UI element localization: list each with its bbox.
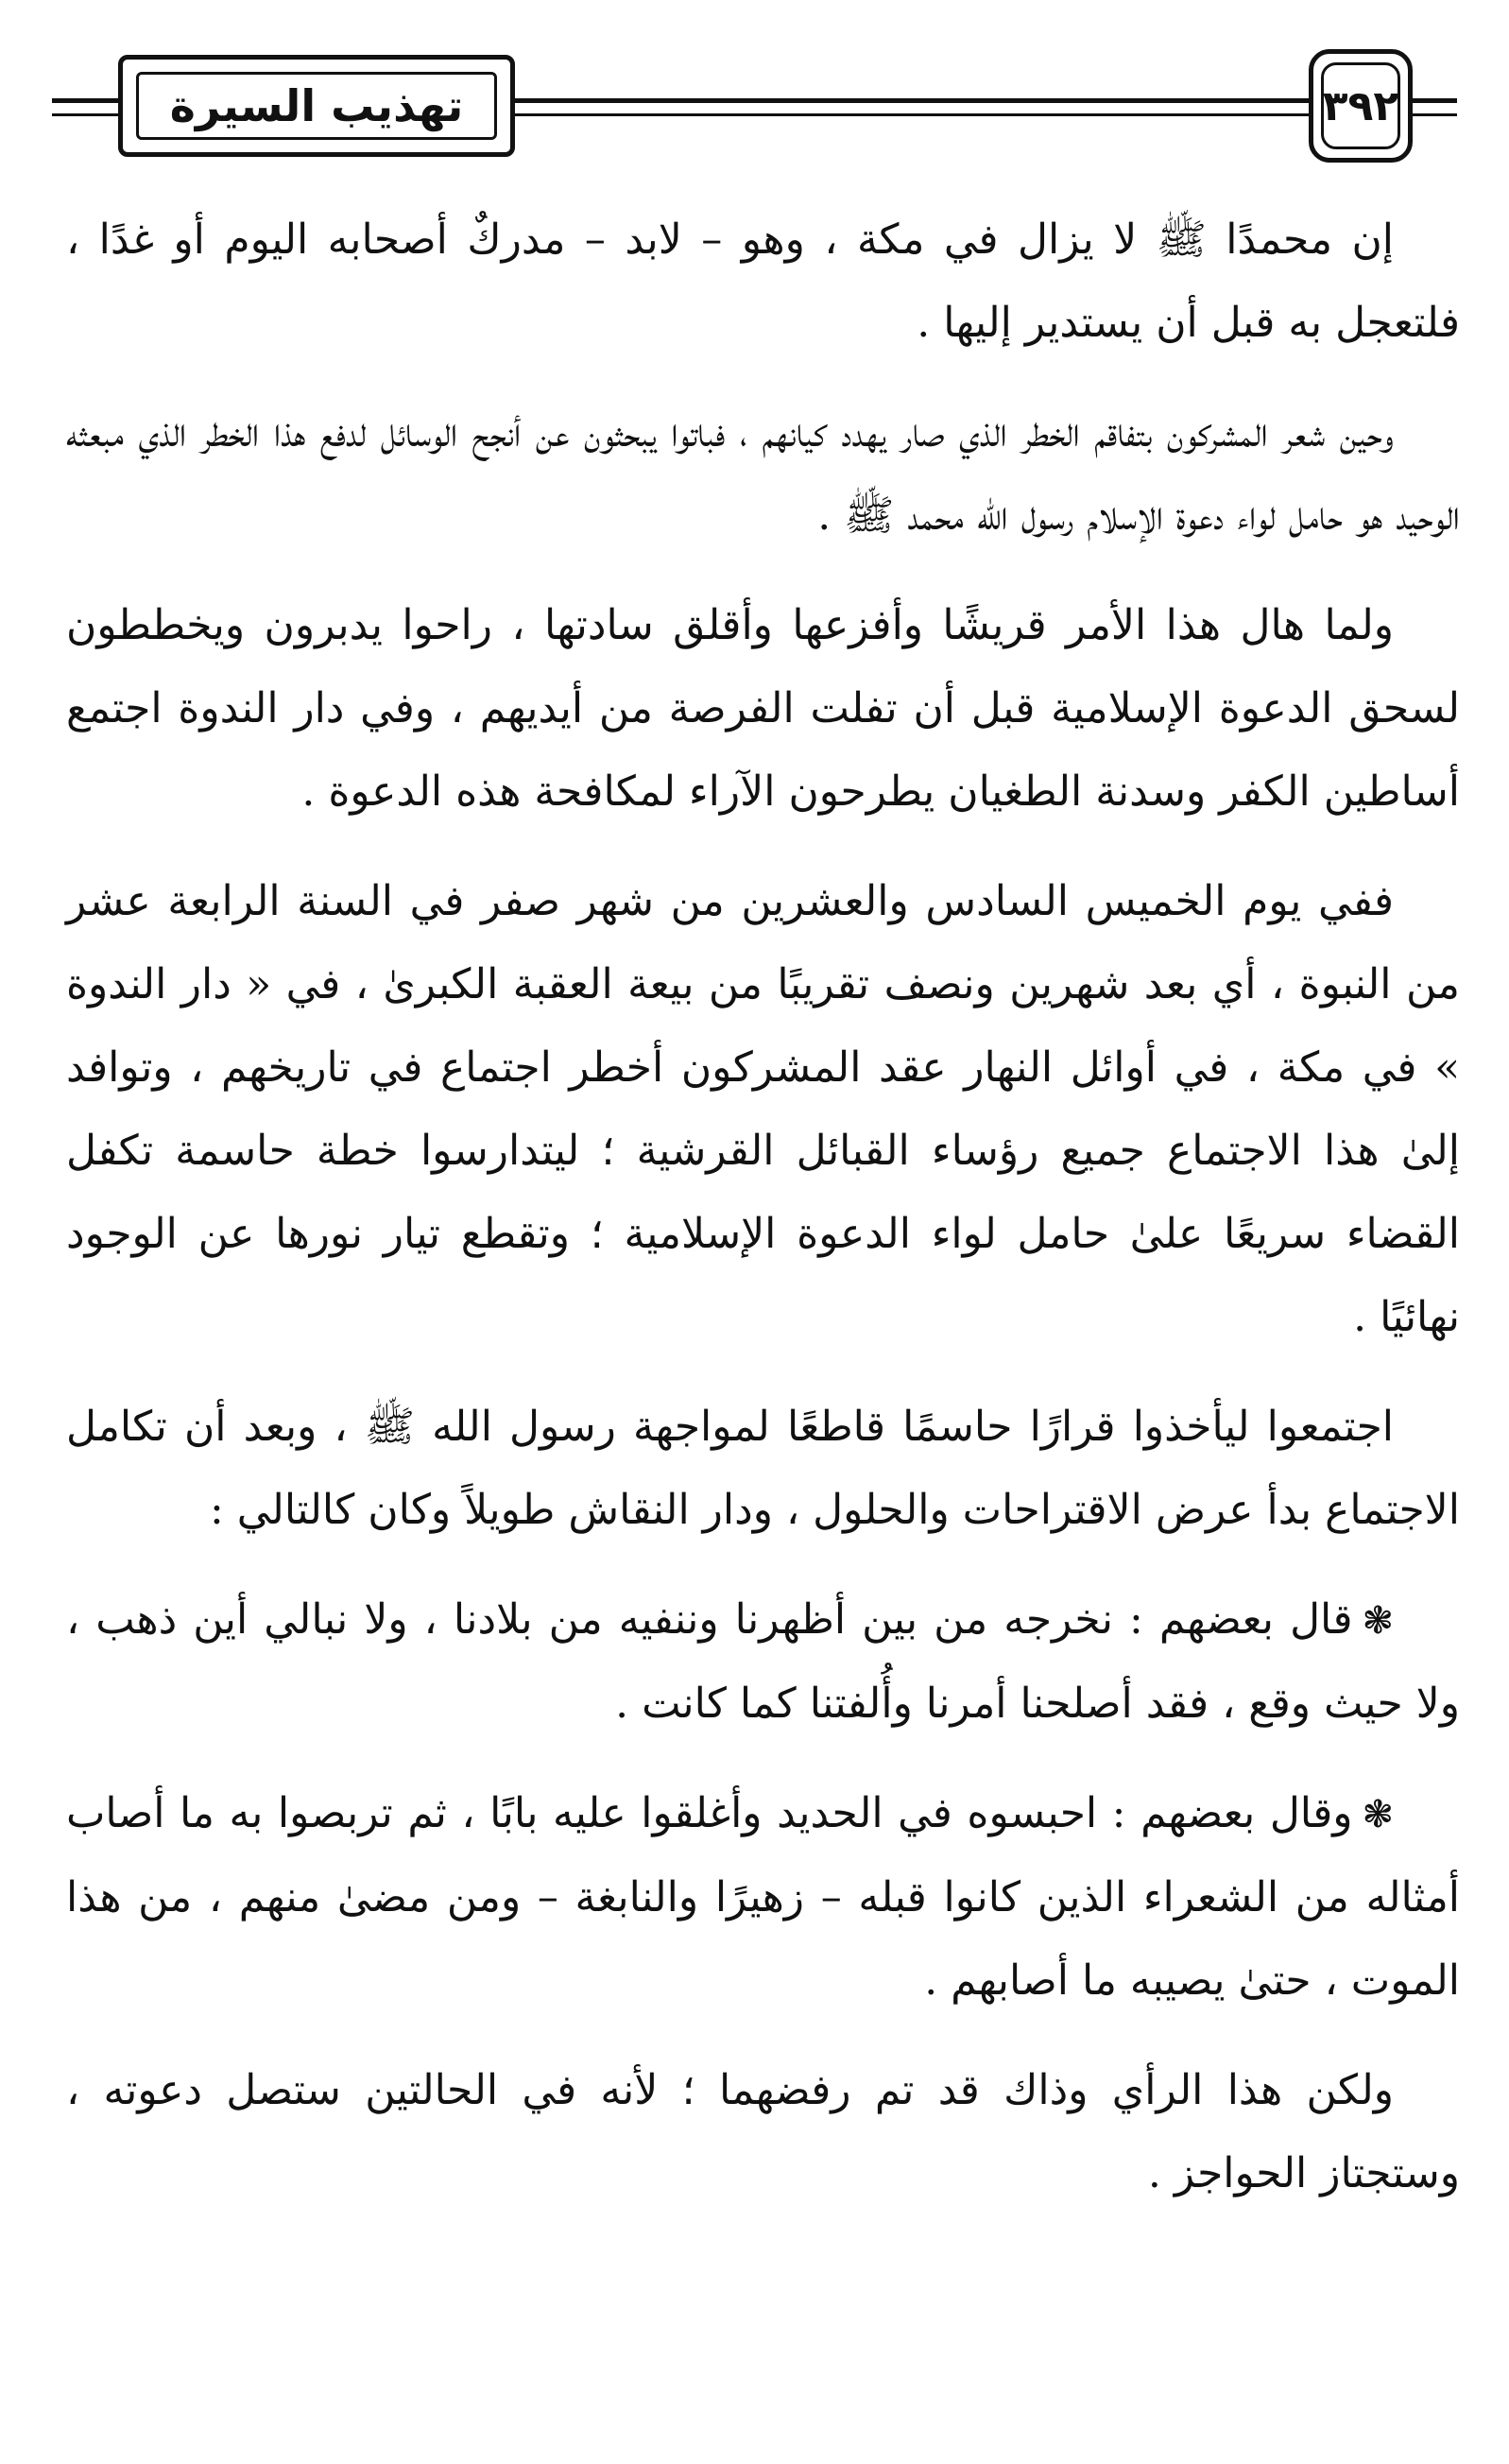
page-number: ٣٩٢ bbox=[1321, 62, 1400, 149]
page-header bbox=[52, 38, 1457, 180]
paragraph: ولكن هذا الرأي وذاك قد تم رفضهما ؛ لأنه في الحالتين ستصل دعوته ، وستجتاز الحواجز . bbox=[66, 2066, 1460, 2197]
bullet-paragraph bbox=[66, 1578, 1460, 1746]
paragraph: ففي يوم الخميس السادس والعشرين من شهر صفر في السنة الرابعة عشر من النبوة ، أي بعد شهرين ونصف تقريبًا من بيعة العقبة الكبرىٰ ، في « دار الندوة » في مكة ، في أوائل النهار عقد المشركون أخطر اجتماع في تاريخهم ، وتوافد إلىٰ هذا الاجتماع جميع رؤساء القبائل القرشية ؛ ليتدارسوا خطة حاسمة تكفل القضاء سريعًا علىٰ حامل لواء الدعوة الإسلامية ؛ وتقطع تيار نورها عن الوجود نهائيًا . bbox=[66, 877, 1460, 1341]
bullet-text: قال بعضهم : نخرجه من بين أظهرنا وننفيه من بلادنا ، ولا نبالي أين ذهب ، ولا حيث وقع ، فقد أصلحنا أمرنا وأُلفتنا كما كانت . bbox=[66, 1595, 1460, 1728]
header-rule bbox=[52, 98, 118, 103]
paragraph: وحين شعر المشركون بتفاقم الخطر الذي صار يهدد كيانهم ، فباتوا يبحثون عن أنجح الوسائل لدفع هذا الخطر الذي مبعثه الوحيد هو حامل لواء دعوة الإسلام رسول الله محمد ﷺ . bbox=[66, 408, 1460, 540]
bullet-text: وقال بعضهم : احبسوه في الحديد وأغلقوا عليه بابًا ، ثم تربصوا به ما أصاب أمثاله من الشعراء الذين كانوا قبله – زهيرًا والنابغة – ومن مضىٰ منهم ، من هذا الموت ، حتىٰ يصيبه ما أصابهم . bbox=[66, 1789, 1460, 2005]
page-number-frame bbox=[1309, 49, 1413, 163]
flower-bullet-icon: ❃ bbox=[1362, 1599, 1394, 1643]
header-rule bbox=[1413, 113, 1457, 116]
book-title-frame bbox=[118, 55, 515, 157]
header-rule bbox=[515, 113, 1309, 116]
book-title: تهذيب السيرة bbox=[136, 72, 497, 140]
paragraph: إن محمدًا ﷺ لا يزال في مكة ، وهو – لابد – مدركٌ أصحابه اليوم أو غدًا ، فلتعجل به قبل أن يستدير إليها . bbox=[66, 215, 1460, 347]
header-rule bbox=[52, 113, 118, 116]
header-rule bbox=[515, 98, 1309, 103]
header-rule bbox=[1413, 98, 1457, 103]
bullet-paragraph bbox=[66, 1772, 1460, 2023]
paragraph: اجتمعوا ليأخذوا قرارًا حاسمًا قاطعًا لمواجهة رسول الله ﷺ ، وبعد أن تكامل الاجتماع بدأ عرض الاقتراحات والحلول ، ودار النقاش طويلاً وكان كالتالي : bbox=[66, 1403, 1460, 1534]
flower-bullet-icon: ❃ bbox=[1362, 1793, 1394, 1836]
paragraph: ولما هال هذا الأمر قريشًا وأفزعها وأقلق سادتها ، راحوا يدبرون ويخططون لسحق الدعوة الإسلامية قبل أن تفلت الفرصة من أيديهم ، وفي دار الندوة اجتمع أساطين الكفر وسدنة الطغيان يطرحون الآراء لمكافحة هذه الدعوة . bbox=[66, 601, 1460, 816]
page-body bbox=[66, 198, 1460, 2242]
